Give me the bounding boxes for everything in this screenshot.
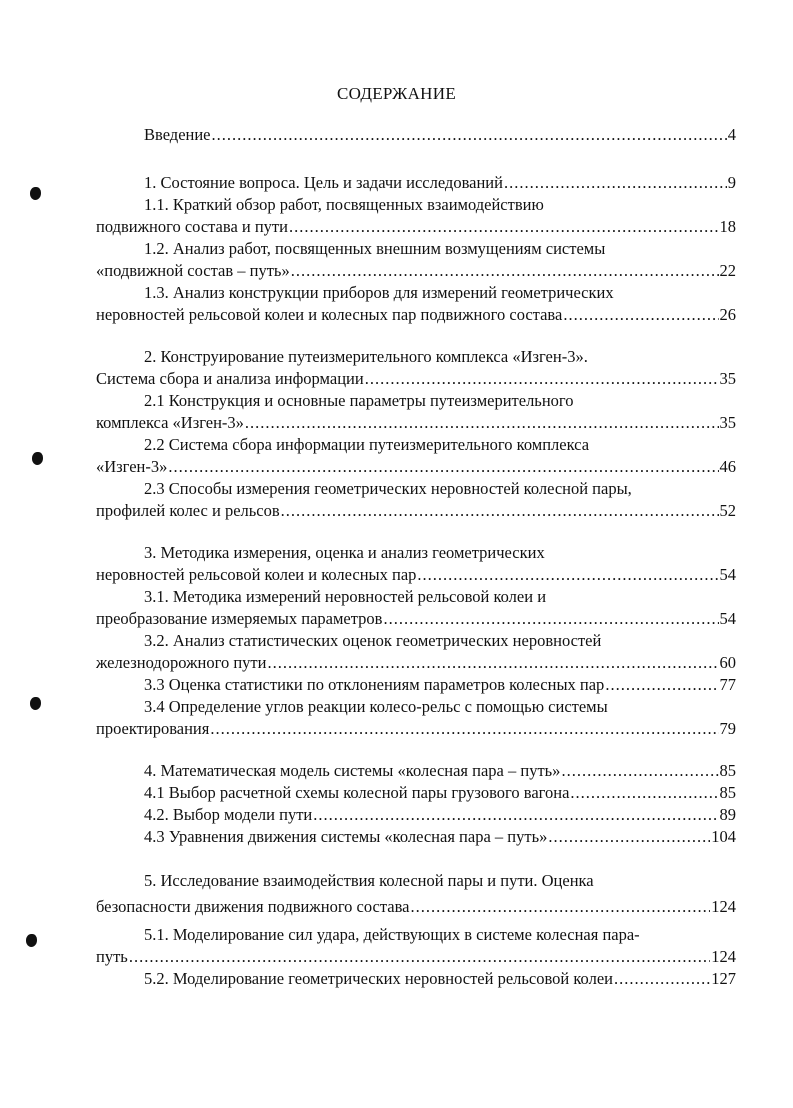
toc-entry-line-1: 3. Методика измерения, оценка и анализ геометрических	[144, 543, 545, 562]
toc-entry-page: 104	[711, 827, 736, 846]
toc-entry	[96, 412, 736, 434]
toc-entry-page: 124	[711, 947, 736, 966]
toc-entry-text: железнодорожного пути	[96, 653, 267, 672]
toc-entry-line-1: 1.1. Краткий обзор работ, посвященных взаимодействию	[144, 195, 544, 214]
toc-entry-text: неровностей рельсовой колеи и колесных пар подвижного состава	[96, 305, 563, 324]
toc-entry-text: «Изген-3»	[96, 457, 168, 476]
toc-entry-text: неровностей рельсовой колеи и колесных пар	[96, 565, 417, 584]
toc-entry-page: 22	[719, 261, 736, 280]
toc-entry-page: 77	[719, 675, 736, 694]
toc-entry-page: 79	[719, 719, 736, 738]
toc-entry-text: 5.2. Моделирование геометрических неровностей рельсовой колеи	[144, 969, 613, 988]
toc-entry	[96, 718, 736, 740]
toc-entry-page: 18	[719, 217, 736, 236]
toc-entry	[96, 304, 736, 326]
toc-entry-text: Система сбора и анализа информации	[96, 369, 364, 388]
toc-entry-text: 4.3 Уравнения движения системы «колесная пара – путь»	[144, 827, 548, 846]
toc-entry-text: 3.3 Оценка статистики по отклонениям параметров колесных пар	[144, 675, 605, 694]
toc-entry-text: подвижного состава и пути	[96, 217, 288, 236]
toc-entry	[96, 804, 736, 826]
toc-entry	[96, 968, 736, 990]
toc-entry-text: профилей колес и рельсов	[96, 501, 280, 520]
toc-entry	[96, 760, 736, 782]
toc-entry	[96, 826, 736, 848]
toc-entry-page: 89	[719, 805, 736, 824]
page-title: СОДЕРЖАНИЕ	[336, 84, 457, 103]
toc-entry	[96, 500, 736, 522]
toc-entry	[96, 456, 736, 478]
toc-entry-text: безопасности движения подвижного состава	[96, 897, 410, 916]
toc-entry-text: 1. Состояние вопроса. Цель и задачи исследований	[144, 173, 503, 192]
toc-entry-line-1: 1.2. Анализ работ, посвященных внешним возмущениям системы	[144, 239, 606, 258]
punch-hole-mark	[32, 452, 43, 465]
toc-entry-text: Введение	[144, 125, 211, 144]
toc-entry-page: 124	[711, 897, 736, 916]
toc-entry-page: 35	[719, 413, 736, 432]
toc-entry-page: 60	[719, 653, 736, 672]
toc-entry	[96, 896, 736, 918]
toc-entry	[96, 172, 736, 194]
toc-entry	[96, 652, 736, 674]
toc-entry-text: комплекса «Изген-3»	[96, 413, 244, 432]
toc-entry-intro	[96, 124, 736, 146]
punch-hole-mark	[30, 187, 41, 200]
toc-entry-text: преобразование измеряемых параметров	[96, 609, 383, 628]
toc-entry	[96, 782, 736, 804]
toc-entry-text: путь	[96, 947, 128, 966]
toc-entry-page: 54	[719, 609, 736, 628]
toc-entry-text: 4.1 Выбор расчетной схемы колесной пары грузового вагона	[144, 783, 570, 802]
toc-entry-line-1: 5. Исследование взаимодействия колесной пары и пути. Оценка	[144, 871, 594, 890]
toc-entry-line-1: 2. Конструирование путеизмерительного комплекса «Изген-3».	[144, 347, 588, 366]
toc-entry-page: 35	[719, 369, 736, 388]
toc-entry-text: 4.2. Выбор модели пути	[144, 805, 313, 824]
toc-entry	[96, 368, 736, 390]
toc-entry-page: 127	[711, 969, 736, 988]
toc-entry-page: 26	[719, 305, 736, 324]
punch-hole-mark	[26, 934, 37, 947]
toc-entry-text: проектирования	[96, 719, 210, 738]
punch-hole-mark	[30, 697, 41, 710]
toc-entry	[96, 946, 736, 968]
toc-entry-line-1: 3.2. Анализ статистических оценок геометрических неровностей	[144, 631, 602, 650]
toc-entry-text: 4. Математическая модель системы «колесная пара – путь»	[144, 761, 561, 780]
toc-entry-page: 52	[719, 501, 736, 520]
toc-entry	[96, 608, 736, 630]
toc-entry-page: 4	[727, 125, 736, 144]
toc-entry-page: 46	[719, 457, 736, 476]
toc-entry-line-1: 3.1. Методика измерений неровностей рельсовой колеи и	[144, 587, 547, 606]
toc-entry	[96, 260, 736, 282]
toc-entry-line-1: 2.1 Конструкция и основные параметры путеизмерительного	[144, 391, 574, 410]
toc-entry	[96, 564, 736, 586]
toc-entry-line-1: 5.1. Моделирование сил удара, действующих в системе колесная пара-	[144, 925, 640, 944]
toc-entry	[96, 216, 736, 238]
toc-entry-text: «подвижной состав – путь»	[96, 261, 290, 280]
toc-entry-line-1: 3.4 Определение углов реакции колесо-рельс с помощью системы	[144, 697, 608, 716]
toc-entry-page: 9	[727, 173, 736, 192]
toc-entry-page: 85	[719, 783, 736, 802]
toc-entry-page: 54	[719, 565, 736, 584]
toc-entry-line-1: 2.3 Способы измерения геометрических неровностей колесной пары,	[144, 479, 632, 498]
toc-entry	[96, 674, 736, 696]
toc-entry-page: 85	[719, 761, 736, 780]
toc-entry-line-1: 2.2 Система сбора информации путеизмерительного комплекса	[144, 435, 590, 454]
toc-entry-line-1: 1.3. Анализ конструкции приборов для измерений геометрических	[144, 283, 614, 302]
